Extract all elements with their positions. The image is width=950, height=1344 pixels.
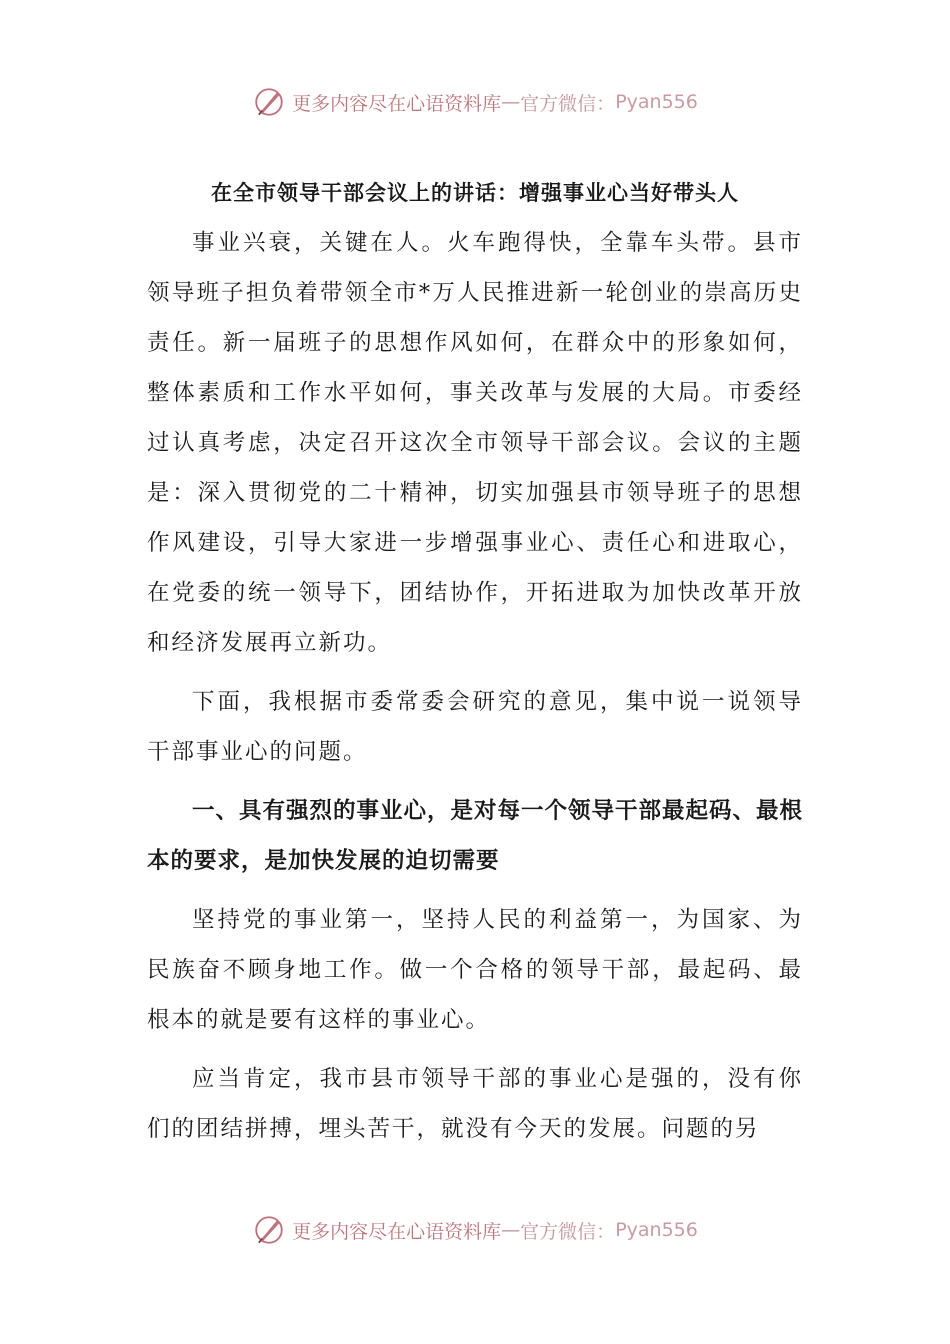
- paragraph-section1-a: 坚持党的事业第一，坚持人民的利益第一，为国家、为民族奋不顾身地工作。做一个合格的领导干部，最起码、最根本的就是要有这样的事业心。: [147, 907, 803, 1033]
- banner-separator: —: [501, 91, 521, 113]
- header-watermark-banner: [0, 82, 950, 122]
- banner-wechat-label: 官方微信：: [520, 1220, 616, 1243]
- banner-separator: —: [501, 1219, 521, 1241]
- banner-wechat-label: 官方微信：: [520, 92, 616, 115]
- paragraph-transition: 下面，我根据市委常委会研究的意见，集中说一说领导干部事业心的问题。: [147, 689, 803, 765]
- banner-brand-text: 更多内容尽在心语资料库: [292, 1220, 502, 1243]
- paragraph-intro: 事业兴衰，关键在人。火车跑得快，全靠车头带。县市领导班子担负着带领全市*万人民推进新一轮创业的崇高历史责任。新一届班子的思想作风如何，在群众中的形象如何，整体素质和工作水平如何，事关改革与发展的大局。市委经过认真考虑，决定召开这次全市领导干部会议。会议的主题是：深入贯彻党的二十精神，切实加强县市领导班子的思想作风建设，引导大家进一步增强事业心、责任心和进取心，在党委的统一领导下，团结协作，开拓进取为加快改革开放和经济发展再立新功。: [147, 230, 803, 656]
- banner-brand-text: 更多内容尽在心语资料库: [292, 92, 502, 115]
- document-title: 在全市领导干部会议上的讲话：增强事业心当好带头人: [211, 180, 739, 205]
- banner-wechat-id: Pyan556: [615, 91, 698, 113]
- banner-wechat-id: Pyan556: [615, 1219, 698, 1241]
- section-heading-1: 一、具有强烈的事业心，是对每一个领导干部最起码、最根本的要求，是加快发展的迫切需要: [147, 798, 804, 874]
- paragraph-section1-b: 应当肯定，我市县市领导干部的事业心是强的，没有你们的团结拼搏，埋头苦干，就没有今天的发展。问题的另: [147, 1066, 803, 1142]
- document-body: [147, 168, 803, 1154]
- quill-pen-logo-icon: [252, 85, 286, 119]
- footer-watermark-banner: [0, 1210, 950, 1250]
- quill-pen-logo-icon: [252, 1213, 286, 1247]
